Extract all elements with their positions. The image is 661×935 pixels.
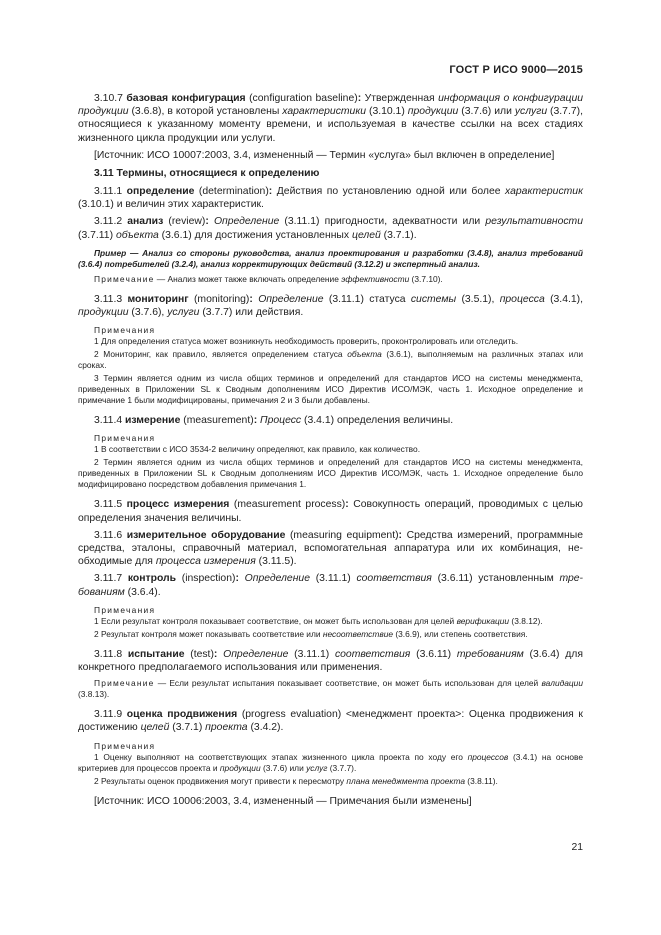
note-item: 1 В соответствии с ИСО 3534-2 величину определяют, как правило, как количество.	[94, 444, 421, 455]
section-heading-3-11: 3.11 Термины, относящиеся к определению	[94, 168, 320, 180]
document-body	[78, 92, 583, 812]
note-item: 2 Результаты оценок продвижения могут привести к пересмотру плана менеджмента проекта (3.8.11).	[94, 775, 498, 786]
term-3-11-3: 3.11.3 мониторинг (monitoring): Определение (3.11.1) статуса системы (3.5.1), процесса (3.4.1), продукции (3.7.6), услуги (3.7.7) или действия.	[78, 293, 583, 319]
term-3-11-8: 3.11.8 испытание (test): Определение (3.11.1) соответствия (3.6.11) требованиям (3.6.4) для конкретного предполагаемого использования или применения.	[78, 648, 583, 674]
example-3-11-2: Пример — Анализ со стороны руководства, анализ проектирования и разработки (3.4.8), анализ требований (3.6.4) потребителей (3.2.4), анализ корректирующих действий (3.12.2) и экспертный анализ.	[78, 247, 583, 269]
term-3-11-9: 3.11.9 оценка продвижения (progress evaluation) <менеджмент проекта>: Оценка продвижения к достижению целей (3.7.1) проекта (3.4.2).	[78, 709, 583, 734]
note-item: 2 Мониторинг, как правило, является определением статуса объекта (3.6.1), выполняемым на различных этапах или сроках.	[78, 349, 583, 371]
notes-title: Примечания	[94, 325, 156, 336]
term-3-11-7: 3.11.7 контроль (inspection): Определение (3.11.1) соответствия (3.6.11) установленным требованиям (3.6.4).	[78, 573, 584, 598]
term-3-11-6: 3.11.6 измерительное оборудование (measuring equipment): Средства измерений, программные средства, эталоны, справочный материал, вспомогательная аппаратура или их комбинация, необходимые для процесса измерения (3.11.5).	[78, 529, 583, 568]
page-number: 21	[571, 842, 583, 853]
note-3-11-2: Примечание — Анализ может также включать определение эффективности (3.7.10).	[94, 273, 443, 284]
note-item: 1 Для определения статуса может возникнуть необходимость проверить, проконтролировать или отследить.	[94, 336, 519, 347]
note-item: 1 Оценку выполняют на соответствующих этапах жизненного цикла проекта по ходу его процессов (3.4.1) на основе критериев для процессов проекта и продукции (3.7.6) или услуг (3.7.7).	[78, 751, 583, 773]
term-3-11-5: 3.11.5 процесс измерения (measurement process): Совокупность операций, проводимых с целью определения значения величины.	[78, 499, 583, 524]
notes-title: Примечания	[94, 604, 156, 615]
term-3-11-2: 3.11.2 анализ (review): Определение (3.11.1) пригодности, адекватности или результативности (3.7.11) объекта (3.6.1) для достижения установленных целей (3.7.1).	[78, 216, 583, 241]
term-3-10-7: 3.10.7 базовая конфигурация (configuration baseline): Утвержденная информация о конфигурации продукции (3.6.8), в которой установлены характеристики (3.10.1) продукции (3.7.6) или услуги (3.7.7), относящиеся к указанному моменту времени, и используемая в качестве ссылки на всех стадиях жизненного цикла продукции или услуги.	[78, 93, 583, 144]
note-item: 3 Термин является одним из числа общих терминов и определений для стандартов ИСО на системы менеджмента, приведенных в Приложении SL к Сводным дополнениям ИСО Директив ИСО/МЭК, часть 1. Исходное определение и примечание 1 были модифицированы, примечания 2 и 3 были добавлены.	[78, 373, 583, 406]
note-3-11-8: Примечание — Если результат испытания показывает соответствие, он может быть использован для целей валидации (3.8.13).	[78, 678, 583, 700]
note-item: 2 Термин является одним из числа общих терминов и определений для стандартов ИСО на системы менеджмента, приведенных в Приложении SL к Сводным дополнениям ИСО Директив ИСО/МЭК, часть 1. Исходное определение было модифицировано посредством добавления примечания 1.	[78, 457, 583, 490]
notes-title: Примечания	[94, 433, 156, 444]
document-header: ГОСТ Р ИСО 9000—2015	[449, 64, 583, 76]
notes-title: Примечания	[94, 740, 156, 751]
note-item: 1 Если результат контроля показывает соответствие, он может быть использован для целей верификации (3.8.12).	[94, 615, 543, 626]
term-3-11-1: 3.11.1 определение (determination): Действия по установлению одной или более характеристик (3.10.1) и величин этих характеристик.	[78, 186, 583, 211]
term-3-11-4: 3.11.4 измерение (measurement): Процесс (3.4.1) определения величины.	[94, 415, 454, 427]
note-item: 2 Результат контроля может показывать соответствие или несоответствие (3.6.9), или степень соответствия.	[94, 628, 528, 639]
source-note: [Источник: ИСО 10006:2003, 3.4, измененный — Примечания были изменены]	[94, 795, 472, 807]
source-note: [Источник: ИСО 10007:2003, 3.4, измененный — Термин «услуга» был включен в определение]	[94, 149, 555, 161]
